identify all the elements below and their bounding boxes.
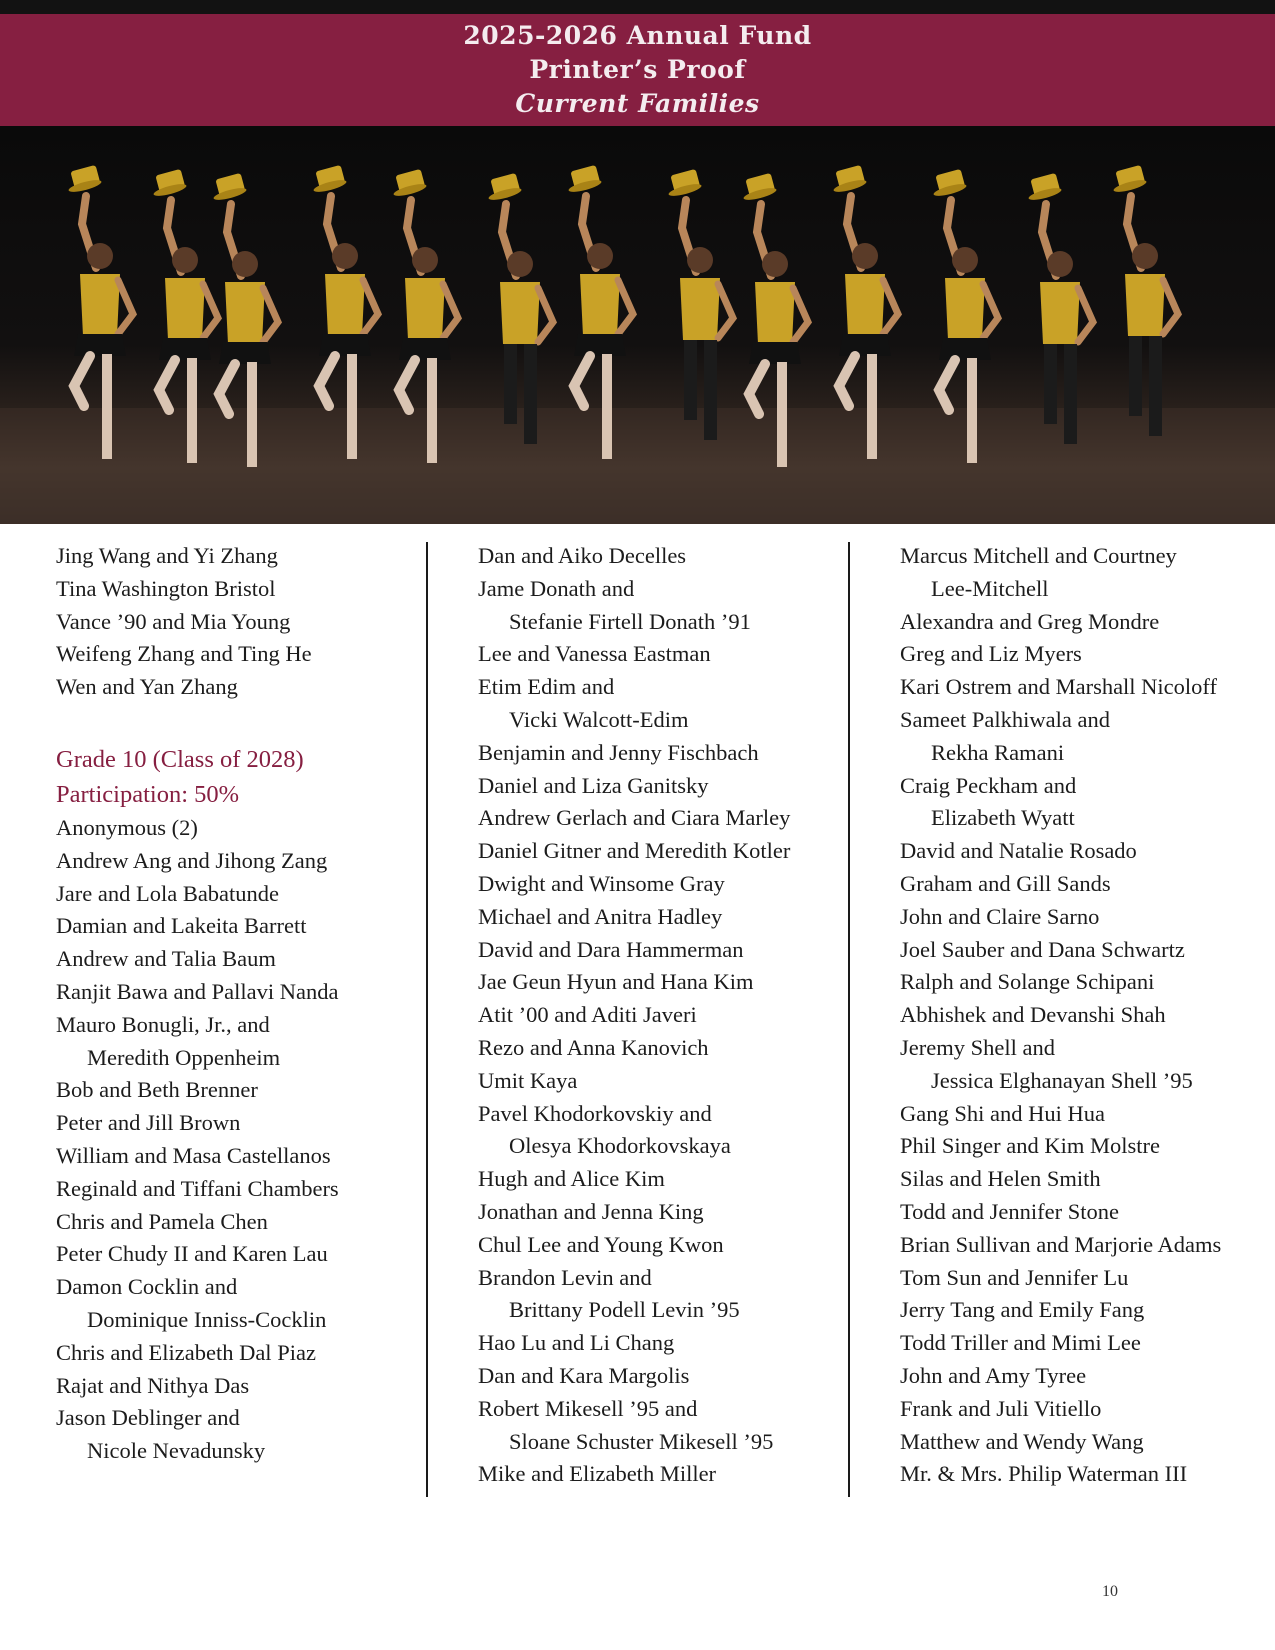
donor-entry	[478, 1327, 848, 1360]
donor-name: Rajat and Nithya Das	[56, 1372, 250, 1398]
dancer-arm	[883, 280, 898, 334]
donor-entry	[56, 1238, 416, 1271]
donor-name: Andrew Ang and Jihong Zang	[56, 847, 328, 873]
donor-entry	[478, 901, 848, 934]
donor-entry	[900, 1032, 1270, 1098]
donor-name: Dwight and Winsome Gray	[478, 870, 725, 896]
sequin-jacket	[405, 278, 445, 340]
dancer-arm	[1078, 288, 1093, 342]
donor-name: Andrew Gerlach and Ciara Marley	[478, 805, 791, 831]
dancer-head	[587, 243, 613, 269]
dancer-leg	[347, 354, 357, 459]
dancer-head	[762, 251, 788, 277]
donor-name: Silas and Helen Smith	[900, 1166, 1101, 1192]
donor-entry	[900, 901, 1270, 934]
donor-name: Tom Sun and Jennifer Lu	[900, 1264, 1129, 1290]
donor-name: Pavel Khodorkovskiy and	[478, 1100, 712, 1126]
dancer-skirt	[219, 342, 271, 364]
donor-name: Ralph and Solange Schipani	[900, 969, 1155, 995]
donor-name: Damon Cocklin and	[56, 1274, 238, 1300]
donor-name: Daniel Gitner and Meredith Kotler	[478, 838, 791, 864]
donor-entry	[900, 966, 1270, 999]
sequin-jacket	[165, 278, 205, 340]
donor-name: Craig Peckham and	[900, 772, 1077, 798]
donor-name: Mauro Bonugli, Jr., and	[56, 1011, 270, 1037]
donor-name: Chris and Pamela Chen	[56, 1208, 268, 1234]
dancer-skirt	[159, 338, 211, 360]
donor-entry	[478, 1360, 848, 1393]
donor-name: Brian Sullivan and Marjorie Adams	[900, 1231, 1222, 1257]
dancer-leg	[574, 356, 590, 406]
dancer-arm	[263, 288, 278, 342]
donor-entry	[56, 1173, 416, 1206]
donor-name: Umit Kaya	[478, 1067, 578, 1093]
donor-entry	[56, 1271, 416, 1337]
banner-section: Current Families	[515, 89, 760, 118]
sequin-jacket	[80, 274, 120, 336]
dancer-leg	[219, 364, 235, 414]
donor-name: John and Amy Tyree	[900, 1362, 1087, 1388]
donor-name: Chul Lee and Young Kwon	[478, 1231, 724, 1257]
donor-entry	[900, 1426, 1270, 1459]
dancers-photo	[0, 126, 1275, 524]
donor-name: Hugh and Alice Kim	[478, 1166, 665, 1192]
donor-entry	[900, 1393, 1270, 1426]
dancer-head	[172, 247, 198, 273]
donor-name: Sameet Palkhiwala and	[900, 706, 1110, 732]
donor-name: John and Claire Sarno	[900, 903, 1100, 929]
donor-name: Anonymous (2)	[56, 814, 198, 840]
donor-name: Bob and Beth Brenner	[56, 1077, 258, 1103]
sequin-jacket	[500, 282, 540, 344]
dancer-arm	[443, 284, 458, 338]
donor-name: Alexandra and Greg Mondre	[900, 608, 1160, 634]
dancer-leg	[939, 360, 955, 410]
dancer-arm	[618, 280, 633, 334]
dancer-arm	[203, 284, 218, 338]
donor-name-continued: Meredith Oppenheim	[87, 1044, 281, 1070]
donor-name: Hao Lu and Li Chang	[478, 1330, 675, 1356]
donor-name: Vance ’90 and Mia Young	[56, 608, 291, 634]
donor-entry	[900, 1360, 1270, 1393]
column-divider	[848, 542, 850, 1497]
donor-column-2	[478, 540, 848, 1491]
donor-entry	[900, 1229, 1270, 1262]
sequin-jacket	[1125, 274, 1165, 336]
dancer-skirt	[839, 334, 891, 356]
donor-name: Phil Singer and Kim Molstre	[900, 1133, 1160, 1159]
donor-entry	[478, 802, 848, 835]
donor-name: Michael and Anitra Hadley	[478, 903, 723, 929]
donor-entry	[56, 1206, 416, 1239]
donor-name: William and Masa Castellanos	[56, 1142, 331, 1168]
donor-entry	[900, 1163, 1270, 1196]
donor-entry	[478, 638, 848, 671]
donor-name: Robert Mikesell ’95 and	[478, 1395, 698, 1421]
dancer-leg	[102, 354, 112, 459]
donor-entry	[478, 835, 848, 868]
donor-entry	[478, 1163, 848, 1196]
donor-entry	[900, 540, 1270, 606]
donor-entry	[478, 966, 848, 999]
donor-entry	[478, 934, 848, 967]
sequin-jacket	[325, 274, 365, 336]
sequin-jacket	[945, 278, 985, 340]
donor-entry	[56, 845, 416, 878]
dancer-skirt	[939, 338, 991, 360]
donor-entry	[56, 606, 416, 639]
sequin-jacket	[680, 278, 720, 340]
donor-entry	[900, 1130, 1270, 1163]
donor-entry	[900, 671, 1270, 704]
donor-name-continued: Vicki Walcott-Edim	[509, 706, 689, 732]
dancer-head	[232, 251, 258, 277]
donor-name: Gang Shi and Hui Hua	[900, 1100, 1105, 1126]
dancer-skirt	[319, 334, 371, 356]
donor-name: Chris and Elizabeth Dal Piaz	[56, 1339, 316, 1365]
dancer-leg	[187, 358, 197, 463]
donor-entry	[56, 1107, 416, 1140]
donor-entry	[56, 1074, 416, 1107]
donor-entry	[56, 910, 416, 943]
dancer-head	[87, 243, 113, 269]
sequin-jacket	[580, 274, 620, 336]
dancer-leg	[399, 360, 415, 410]
dancer-leg	[74, 356, 90, 406]
donor-entry	[900, 1458, 1270, 1491]
dancer-leg	[427, 358, 437, 463]
dancer-head	[507, 251, 533, 277]
dancer-leg	[524, 344, 537, 444]
dancer-skirt	[74, 334, 126, 356]
donor-entry	[478, 1229, 848, 1262]
donor-entry	[900, 638, 1270, 671]
dancer-skirt	[399, 338, 451, 360]
donor-entry	[56, 1140, 416, 1173]
dancer-leg	[159, 360, 175, 410]
dancer-arm	[718, 284, 733, 338]
donor-entry	[900, 999, 1270, 1032]
dancer-head	[332, 243, 358, 269]
donor-name: Lee and Vanessa Eastman	[478, 641, 711, 667]
donor-name-continued: Olesya Khodorkovskaya	[509, 1133, 731, 1159]
donor-name: Jare and Lola Babatunde	[56, 880, 280, 906]
dancer-head	[952, 247, 978, 273]
donor-entry	[478, 1458, 848, 1491]
donor-entry	[900, 704, 1270, 770]
donor-name: Matthew and Wendy Wang	[900, 1428, 1144, 1454]
donor-entry	[900, 770, 1270, 836]
banner-title: 2025-2026 Annual Fund	[463, 21, 812, 50]
dancer-leg	[777, 362, 787, 467]
donor-entry	[56, 812, 416, 845]
top-edge	[0, 0, 1275, 14]
dancer-arm	[538, 288, 553, 342]
dancer-leg	[1129, 336, 1142, 416]
donor-name-continued: Brittany Podell Levin ’95	[509, 1297, 740, 1323]
donor-entry	[56, 878, 416, 911]
donor-entry	[478, 1393, 848, 1459]
donor-entry	[56, 573, 416, 606]
donor-name: Weifeng Zhang and Ting He	[56, 641, 312, 667]
donor-name: Andrew and Talia Baum	[56, 946, 276, 972]
donor-name: Atit ’00 and Aditi Javeri	[478, 1002, 697, 1028]
dancer-arm	[983, 284, 998, 338]
donor-name: Peter Chudy II and Karen Lau	[56, 1241, 328, 1267]
donor-name: Jame Donath and	[478, 575, 635, 601]
donor-name: Abhishek and Devanshi Shah	[900, 1002, 1166, 1028]
sequin-jacket	[225, 282, 265, 344]
dancer-head	[687, 247, 713, 273]
donor-entry	[56, 638, 416, 671]
donor-name: Dan and Aiko Decelles	[478, 543, 687, 568]
donor-name: David and Dara Hammerman	[478, 936, 744, 962]
stage-illustration	[0, 126, 1275, 524]
donor-entry	[900, 934, 1270, 967]
donor-name: Todd and Jennifer Stone	[900, 1198, 1120, 1224]
donor-name: Ranjit Bawa and Pallavi Nanda	[56, 978, 339, 1004]
donor-entry	[478, 868, 848, 901]
donor-entry	[478, 540, 848, 573]
donor-name: Mr. & Mrs. Philip Waterman III	[900, 1461, 1188, 1487]
donor-entry	[900, 868, 1270, 901]
dancer-leg	[504, 344, 517, 424]
donor-name: Damian and Lakeita Barrett	[56, 913, 307, 939]
donor-entry	[56, 1337, 416, 1370]
donor-name: David and Natalie Rosado	[900, 838, 1137, 864]
donor-name: Joel Sauber and Dana Schwartz	[900, 936, 1185, 962]
donor-entry	[478, 737, 848, 770]
dancer-leg	[684, 340, 697, 420]
donor-name-continued: Nicole Nevadunsky	[87, 1438, 266, 1464]
donor-entry	[56, 671, 416, 704]
donor-entry	[56, 943, 416, 976]
dancer-head	[852, 243, 878, 269]
donor-name: Greg and Liz Myers	[900, 641, 1082, 667]
donor-column-3	[900, 540, 1270, 1491]
dancer-head	[1047, 251, 1073, 277]
donor-entry	[56, 1402, 416, 1468]
dancer-skirt	[574, 334, 626, 356]
banner-subtitle: Printer’s Proof	[529, 55, 746, 84]
donor-name: Kari Ostrem and Marshall Nicoloff	[900, 674, 1217, 700]
sequin-jacket	[755, 282, 795, 344]
donor-name: Peter and Jill Brown	[56, 1110, 241, 1136]
donor-entry	[900, 835, 1270, 868]
donor-name: Wen and Yan Zhang	[56, 674, 238, 700]
donor-name-continued: Dominique Inniss-Cocklin	[87, 1306, 327, 1332]
dancer-skirt	[749, 342, 801, 364]
donor-entry	[900, 1294, 1270, 1327]
dancer-leg	[704, 340, 717, 440]
donor-name: Daniel and Liza Ganitsky	[478, 772, 709, 798]
donor-entry	[56, 1370, 416, 1403]
donor-name: Jeremy Shell and	[900, 1034, 1055, 1060]
donor-entry	[900, 1196, 1270, 1229]
donor-name: Marcus Mitchell and Courtney	[900, 543, 1177, 568]
header-banner	[0, 14, 1275, 126]
donor-entry	[900, 1262, 1270, 1295]
dancer-leg	[867, 354, 877, 459]
donor-entry	[900, 1098, 1270, 1131]
dancer-leg	[1149, 336, 1162, 436]
donor-column-1	[56, 540, 416, 1468]
donor-entry	[478, 1098, 848, 1164]
dancer-arm	[118, 280, 133, 334]
donor-name: Etim Edim and	[478, 674, 615, 700]
donor-name-continued: Stefanie Firtell Donath ’91	[509, 608, 751, 634]
dancer-head	[1132, 243, 1158, 269]
donor-entry	[900, 606, 1270, 639]
participation-heading: Participation: 50%	[56, 780, 240, 808]
donor-entry	[478, 1262, 848, 1328]
sequin-jacket	[845, 274, 885, 336]
donor-name: Rezo and Anna Kanovich	[478, 1034, 709, 1060]
donor-name: Mike and Elizabeth Miller	[478, 1461, 717, 1487]
donor-entry	[478, 671, 848, 737]
donor-name: Jae Geun Hyun and Hana Kim	[478, 969, 754, 995]
grade-heading: Grade 10 (Class of 2028)	[56, 745, 304, 773]
donor-name: Reginald and Tiffani Chambers	[56, 1175, 339, 1201]
donor-name-continued: Elizabeth Wyatt	[931, 805, 1075, 831]
dancer-leg	[1044, 344, 1057, 424]
donor-entry	[478, 573, 848, 639]
donor-name: Graham and Gill Sands	[900, 870, 1111, 896]
dancer-leg	[1064, 344, 1077, 444]
dancer-leg	[319, 356, 335, 406]
donor-entry	[900, 1327, 1270, 1360]
page-number: 10	[1102, 1583, 1118, 1600]
donor-name-continued: Sloane Schuster Mikesell ’95	[509, 1428, 774, 1454]
dancer-arm	[363, 280, 378, 334]
donor-name: Jing Wang and Yi Zhang	[56, 543, 278, 568]
dancer-head	[412, 247, 438, 273]
dancer-leg	[247, 362, 257, 467]
donor-name: Dan and Kara Margolis	[478, 1362, 690, 1388]
donor-name: Frank and Juli Vitiello	[900, 1395, 1102, 1421]
donor-entry	[478, 999, 848, 1032]
donor-name: Jerry Tang and Emily Fang	[900, 1297, 1145, 1323]
donor-name: Benjamin and Jenny Fischbach	[478, 739, 759, 765]
donor-entry	[478, 1065, 848, 1098]
dancer-arm	[793, 288, 808, 342]
donor-name: Brandon Levin and	[478, 1264, 652, 1290]
dancer-leg	[602, 354, 612, 459]
donor-entry	[478, 1032, 848, 1065]
donor-name-continued: Rekha Ramani	[931, 739, 1065, 765]
donor-entry	[56, 1009, 416, 1075]
dancer-leg	[967, 358, 977, 463]
dancer-leg	[839, 356, 855, 406]
donor-entry	[56, 540, 416, 573]
donor-name: Jonathan and Jenna King	[478, 1198, 704, 1224]
donor-entry	[56, 976, 416, 1009]
donor-name-continued: Jessica Elghanayan Shell ’95	[931, 1067, 1193, 1093]
column-divider	[426, 542, 428, 1497]
donor-name-continued: Lee-Mitchell	[931, 575, 1049, 601]
donor-entry	[478, 770, 848, 803]
donor-columns	[0, 540, 1275, 1500]
donor-name: Tina Washington Bristol	[56, 575, 276, 601]
donor-name: Todd Triller and Mimi Lee	[900, 1330, 1141, 1356]
section-gap	[56, 704, 416, 742]
sequin-jacket	[1040, 282, 1080, 344]
dancer-leg	[749, 364, 765, 414]
donor-entry	[478, 1196, 848, 1229]
donor-name: Jason Deblinger and	[56, 1405, 240, 1431]
dancer-arm	[1163, 280, 1178, 334]
